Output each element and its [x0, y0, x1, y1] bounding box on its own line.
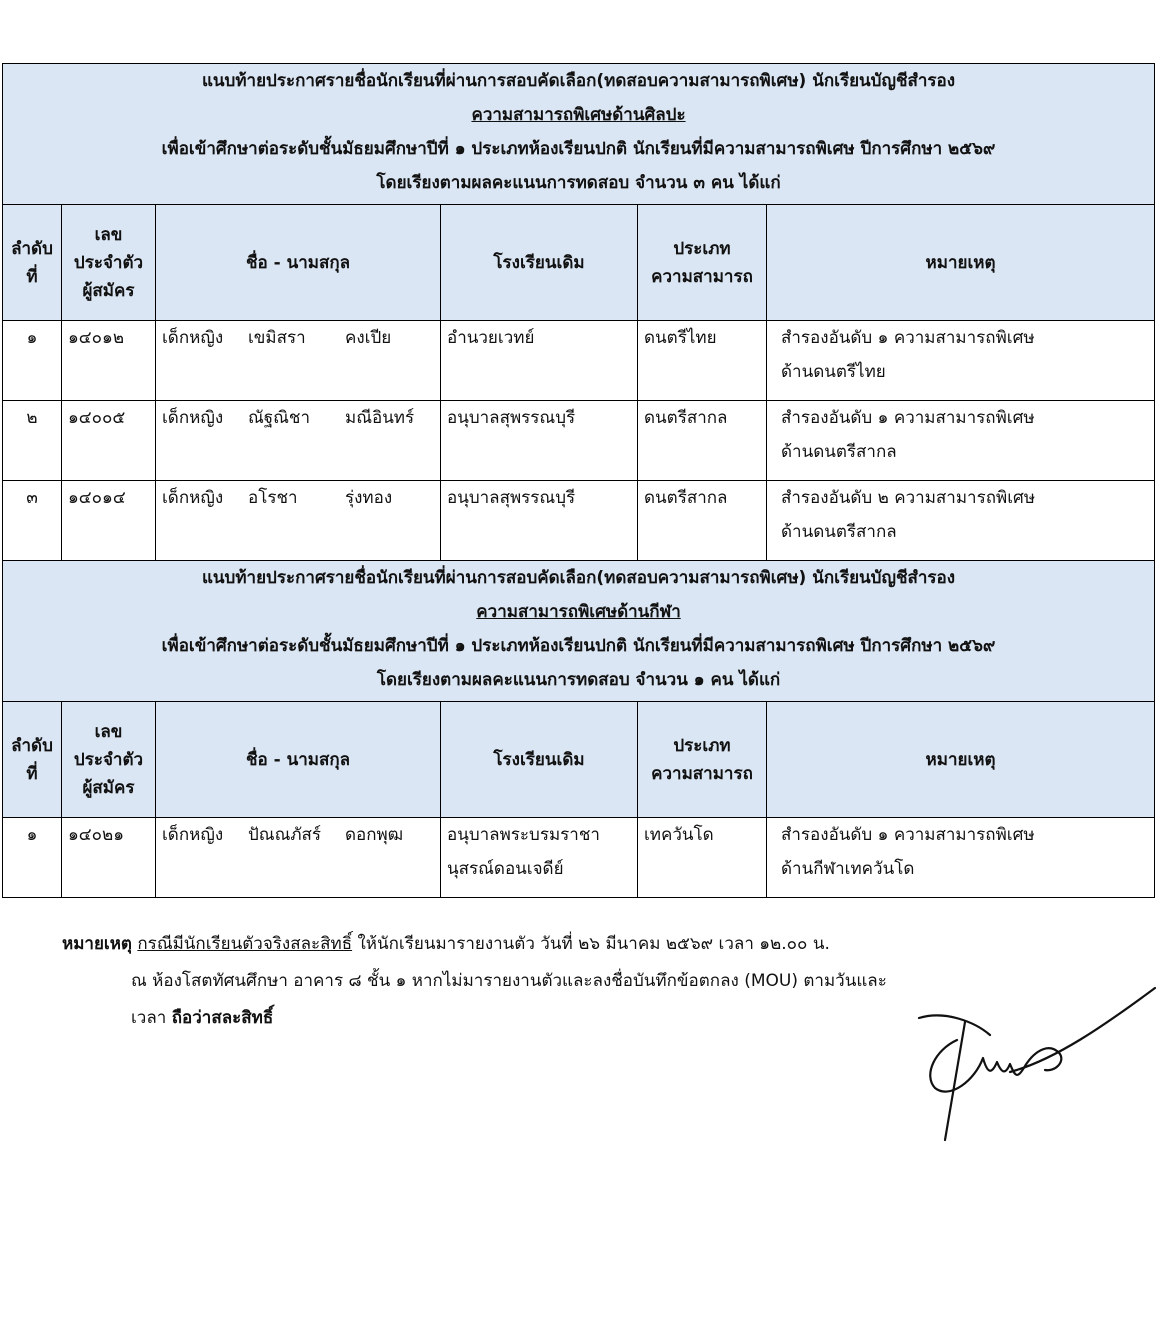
section-header-arts [3, 64, 1155, 205]
col-remark: หมายเหตุ [767, 702, 1155, 818]
row-type: ดนตรีสากล [638, 481, 767, 561]
row-school: อนุบาลสุพรรณบุรี [441, 481, 638, 561]
col-no: ลำดับ ที่ [3, 702, 62, 818]
row-school: อนุบาลสุพรรณบุรี [441, 401, 638, 481]
footnote-condition: กรณีมีนักเรียนตัวจริงสละสิทธิ์ [137, 934, 353, 954]
table-row [3, 321, 1155, 401]
row-school: อนุบาลพระบรมราชา นุสรณ์ดอนเจดีย์ [441, 818, 638, 898]
row-id: ๑๔๐๑๒ [62, 321, 156, 401]
section-title-block [3, 561, 1155, 702]
row-id: ๑๔๐๐๕ [62, 401, 156, 481]
header-line3: เพื่อเข้าศึกษาต่อระดับชั้นมัธยมศึกษาปีที่ ๑ ประเภทห้องเรียนปกติ นักเรียนที่มีความสามารถพิเศษ ปีการศึกษา ๒๕๖๙ [161, 636, 996, 656]
col-no: ลำดับ ที่ [3, 205, 62, 321]
header-subject: ความสามารถพิเศษด้านกีฬา [476, 602, 681, 622]
row-id: ๑๔๐๒๑ [62, 818, 156, 898]
row-id: ๑๔๐๑๔ [62, 481, 156, 561]
row-name: เด็กหญิง ปัณณภัสร์ ดอกพุฒ [156, 818, 441, 898]
col-type: ประเภท ความสามารถ [638, 205, 767, 321]
row-type: ดนตรีไทย [638, 321, 767, 401]
header-line3: เพื่อเข้าศึกษาต่อระดับชั้นมัธยมศึกษาปีที่ ๑ ประเภทห้องเรียนปกติ นักเรียนที่มีความสามารถพิเศษ ปีการศึกษา ๒๕๖๙ [161, 139, 996, 159]
header-subject: ความสามารถพิเศษด้านศิลปะ [471, 105, 686, 125]
row-remark: สำรองอันดับ ๑ ความสามารถพิเศษ ด้านกีฬาเทควันโด [767, 818, 1155, 898]
row-name: เด็กหญิง อโรชา รุ่งทอง [156, 481, 441, 561]
col-name: ชื่อ - นามสกุล [156, 205, 441, 321]
row-type: เทควันโด [638, 818, 767, 898]
col-school: โรงเรียนเดิม [441, 205, 638, 321]
row-remark: สำรองอันดับ ๑ ความสามารถพิเศษ ด้านดนตรีสากล [767, 401, 1155, 481]
col-id: เลข ประจำตัว ผู้สมัคร [62, 702, 156, 818]
header-line4: โดยเรียงตามผลคะแนนการทดสอบ จำนวน ๓ คน ได้แก่ [376, 173, 781, 193]
column-header-row [3, 702, 1155, 818]
table-row [3, 401, 1155, 481]
header-line1: แนบท้ายประกาศรายชื่อนักเรียนที่ผ่านการสอบคัดเลือก(ทดสอบความสามารถพิเศษ) นักเรียนบัญชีสำรอง [201, 568, 956, 588]
col-school: โรงเรียนเดิม [441, 702, 638, 818]
signature-icon [905, 980, 1160, 1150]
header-line4: โดยเรียงตามผลคะแนนการทดสอบ จำนวน ๑ คน ได้แก่ [376, 670, 781, 690]
footnote-line2: ณ ห้องโสตทัศนศึกษา อาคาร ๘ ชั้น ๑ หากไม่มารายงานตัวและลงชื่อบันทึกข้อตกลง (MOU) ตามวันและ [131, 971, 887, 991]
results-table [2, 63, 1155, 898]
col-name: ชื่อ - นามสกุล [156, 702, 441, 818]
row-type: ดนตรีสากล [638, 401, 767, 481]
row-remark: สำรองอันดับ ๑ ความสามารถพิเศษ ด้านดนตรีไทย [767, 321, 1155, 401]
footnote-forfeit: ถือว่าสละสิทธิ์ [171, 1008, 274, 1028]
row-name: เด็กหญิง เขมิสรา คงเปีย [156, 321, 441, 401]
column-header-row [3, 205, 1155, 321]
row-no: ๑ [3, 818, 62, 898]
col-remark: หมายเหตุ [767, 205, 1155, 321]
row-no: ๑ [3, 321, 62, 401]
row-no: ๓ [3, 481, 62, 561]
row-name: เด็กหญิง ณัฐณิชา มณีอินทร์ [156, 401, 441, 481]
section-title-block [3, 64, 1155, 205]
footnote-line1: ให้นักเรียนมารายงานตัว วันที่ ๒๖ มีนาคม ๒๕๖๙ เวลา ๑๒.๐๐ น. [352, 934, 830, 954]
table-row [3, 481, 1155, 561]
footnote-line3: เวลา ถือว่าสละสิทธิ์ [131, 1008, 274, 1028]
col-id: เลข ประจำตัว ผู้สมัคร [62, 205, 156, 321]
col-type: ประเภท ความสามารถ [638, 702, 767, 818]
table-row [3, 818, 1155, 898]
row-remark: สำรองอันดับ ๒ ความสามารถพิเศษ ด้านดนตรีสากล [767, 481, 1155, 561]
row-no: ๒ [3, 401, 62, 481]
footnote-label: หมายเหตุ [62, 934, 132, 954]
section-header-sports [3, 561, 1155, 702]
header-line1: แนบท้ายประกาศรายชื่อนักเรียนที่ผ่านการสอบคัดเลือก(ทดสอบความสามารถพิเศษ) นักเรียนบัญชีสำรอง [201, 71, 956, 91]
row-school: อำนวยเวทย์ [441, 321, 638, 401]
